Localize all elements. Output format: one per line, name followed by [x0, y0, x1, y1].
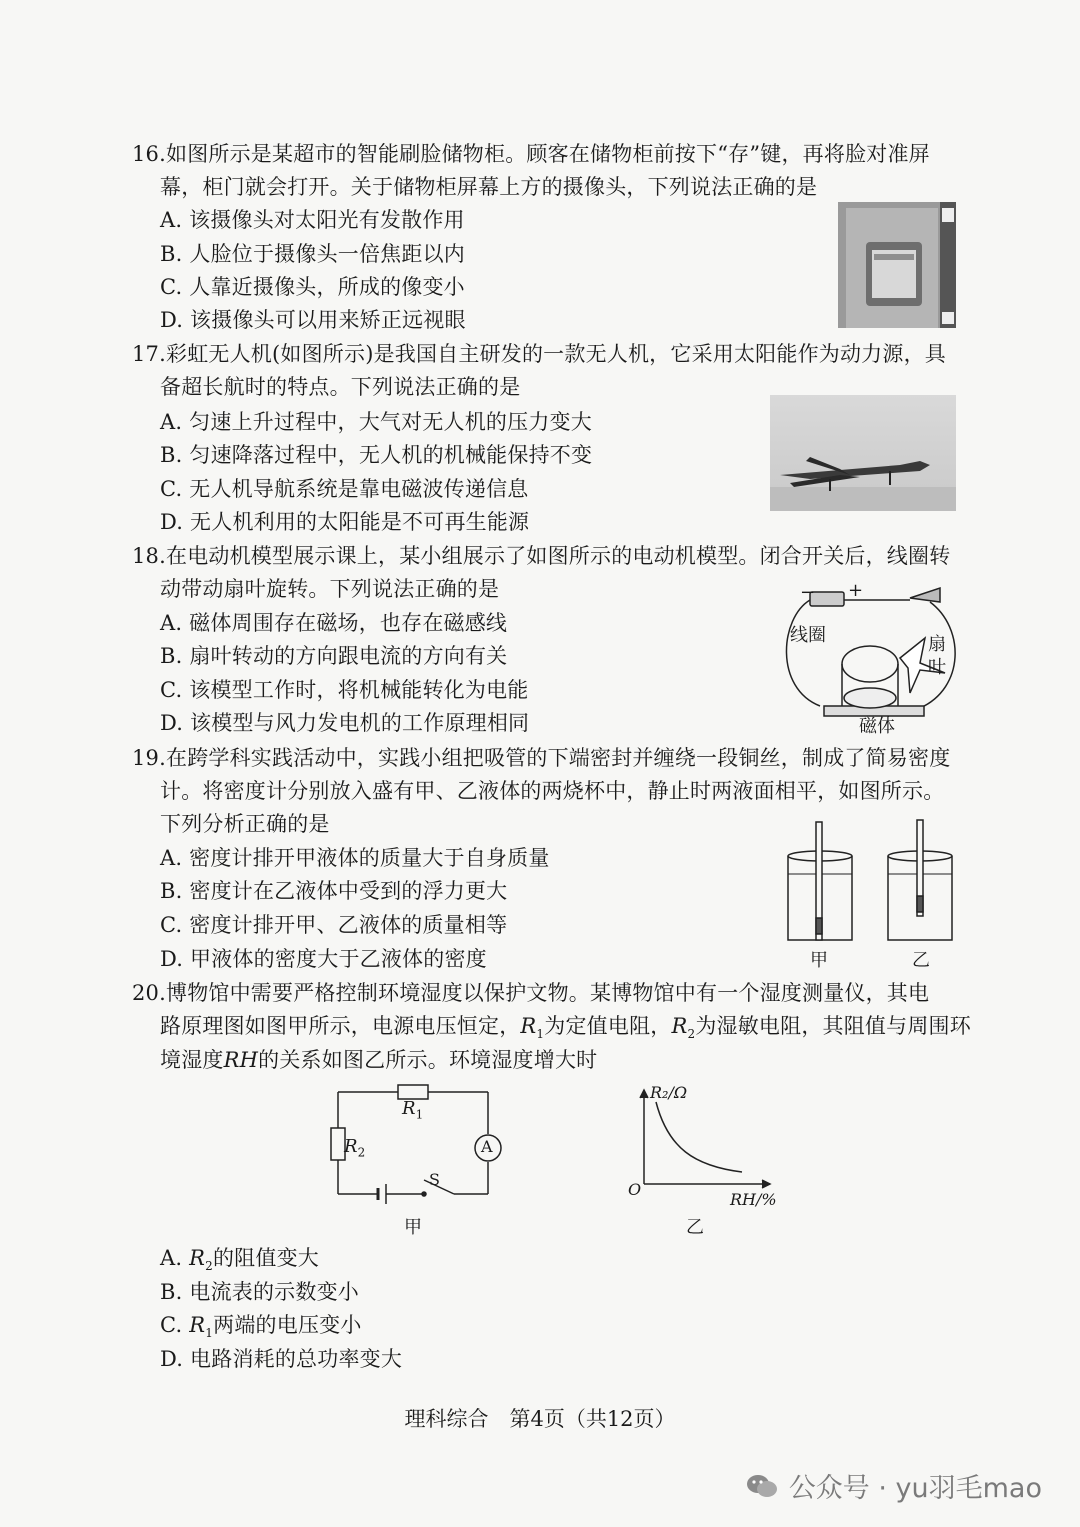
q17-option-a: A. 匀速上升过程中，大气对无人机的压力变大 [160, 410, 592, 434]
q18-minus-label: − [800, 582, 816, 603]
q20-stem-line2: 路原理图如图甲所示，电源电压恒定，$R_1$为定值电阻，$R_2$为湿敏电阻，其阻值与周围环 [160, 1014, 971, 1042]
q20-option-d: D. 电路消耗的总功率变大 [160, 1347, 403, 1371]
q18-fan-label-1: 扇 [928, 634, 946, 655]
q20-resistance-humidity-graph [624, 1088, 784, 1198]
q18-option-a: A. 磁体周围存在磁场，也存在磁感线 [160, 611, 508, 635]
q20-graph-x-axis-label: RH/% [730, 1190, 777, 1209]
q19-option-b: B. 密度计在乙液体中受到的浮力更大 [160, 879, 508, 903]
q16-option-b: B. 人脸位于摄像头一倍焦距以内 [160, 242, 465, 266]
watermark [745, 1466, 1042, 1505]
q19-left-beaker-label: 甲 [810, 950, 828, 971]
q19-right-beaker-label: 乙 [912, 950, 930, 971]
q18-coil-label: 线圈 [790, 625, 826, 646]
q16-option-c: C. 人靠近摄像头，所成的像变小 [160, 275, 465, 299]
q20-graph-origin-label: O [628, 1180, 642, 1199]
q17-option-c: C. 无人机导航系统是靠电磁波传递信息 [160, 477, 529, 501]
q20-graph-y-axis-label: R₂/Ω [650, 1083, 688, 1102]
q17-stem-line1: 17.彩虹无人机(如图所示)是我国自主研发的一款无人机，它采用太阳能作为动力源，具 [132, 342, 946, 366]
q16-stem-line2: 幕，柜门就会打开。关于储物柜屏幕上方的摄像头，下列说法正确的是 [160, 175, 818, 199]
q17-option-d: D. 无人机利用的太阳能是不可再生能源 [160, 510, 530, 534]
q17-option-b: B. 匀速降落过程中，无人机的机械能保持不变 [160, 443, 593, 467]
q20-stem-line1: 20.博物馆中需要严格控制环境湿度以保护文物。某博物馆中有一个湿度测量仪，其电 [132, 981, 930, 1005]
q20-option-c: C. $R_1$两端的电压变小 [160, 1313, 362, 1341]
q20-circuit-caption: 甲 [404, 1217, 422, 1238]
q20-switch-label: S [429, 1170, 440, 1189]
q19-stem-line2: 计。将密度计分别放入盛有甲、乙液体的两烧杯中，静止时两液面相平，如图所示。 [160, 779, 945, 803]
q20-r2-label: $R_2$ [344, 1136, 366, 1160]
q17-stem-line2: 备超长航时的特点。下列说法正确的是 [160, 375, 521, 399]
q18-magnet-label: 磁体 [859, 716, 895, 737]
q18-option-c: C. 该模型工作时，将机械能转化为电能 [160, 678, 529, 702]
q18-fan-label-2: 叶 [928, 657, 946, 678]
q20-stem-line3: 境湿度RH的关系如图乙所示。环境湿度增大时 [160, 1048, 598, 1072]
q19-beakers-figure [780, 818, 960, 948]
q16-option-a: A. 该摄像头对太阳光有发散作用 [160, 208, 465, 232]
q19-option-a: A. 密度计排开甲液体的质量大于自身质量 [160, 846, 550, 870]
q20-ammeter-label: A [481, 1137, 493, 1156]
wechat-icon [745, 1472, 779, 1500]
q18-plus-label: + [848, 580, 864, 601]
q16-stem-line1: 16.如图所示是某超市的智能刷脸储物柜。顾客在储物柜前按下“存”键，再将脸对准屏 [132, 142, 930, 166]
q19-option-c: C. 密度计排开甲、乙液体的质量相等 [160, 913, 508, 937]
q20-option-b: B. 电流表的示数变小 [160, 1280, 359, 1304]
q19-stem-line3: 下列分析正确的是 [160, 812, 330, 836]
q18-option-b: B. 扇叶转动的方向跟电流的方向有关 [160, 644, 508, 668]
q18-option-d: D. 该模型与风力发电机的工作原理相同 [160, 711, 530, 735]
q20-r1-label: $R_1$ [402, 1098, 424, 1122]
q16-locker-photo [838, 202, 956, 328]
q17-drone-photo [770, 395, 956, 511]
q18-stem-line2: 动带动扇叶旋转。下列说法正确的是 [160, 577, 500, 601]
q18-stem-line1: 18.在电动机模型展示课上，某小组展示了如图所示的电动机模型。闭合开关后，线圈转 [132, 544, 951, 568]
q19-option-d: D. 甲液体的密度大于乙液体的密度 [160, 947, 487, 971]
q20-option-a: A. $R_2$的阻值变大 [160, 1246, 319, 1274]
page-footer: 理科综合 第4页（共12页） [404, 1407, 676, 1431]
q20-graph-caption: 乙 [686, 1217, 704, 1238]
watermark-text: 公众号 · yu羽毛mao [788, 1473, 1042, 1504]
q16-option-d: D. 该摄像头可以用来矫正远视眼 [160, 308, 466, 332]
q19-stem-line1: 19.在跨学科实践活动中，实践小组把吸管的下端密封并缠绕一段铜丝，制成了简易密度 [132, 746, 951, 770]
